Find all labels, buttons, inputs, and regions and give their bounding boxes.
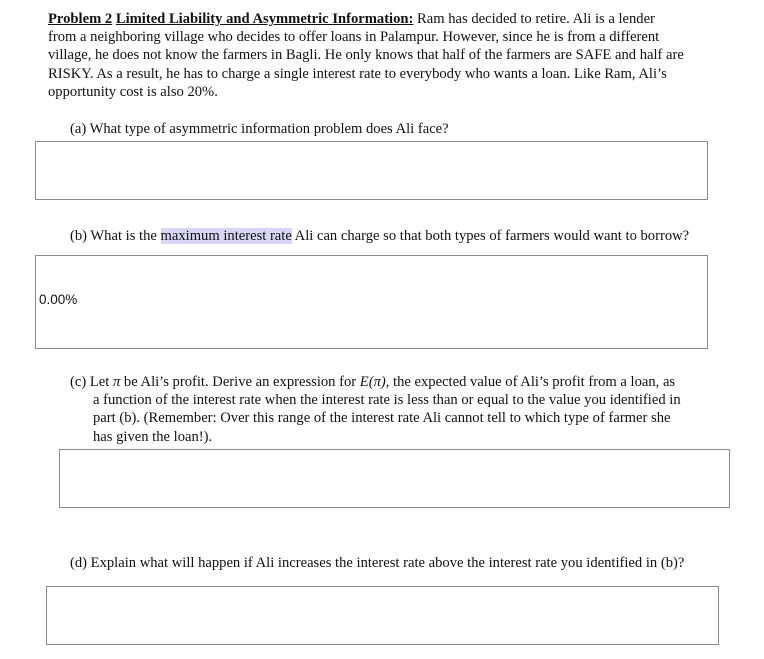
question-c-post: , the expected value of Ali’s profit from a loan, as [385,374,676,390]
intro-line-4: RISKY. As a result, he has to charge a single interest rate to everybody who wants a loan. Like Ram, Ali’s [48,65,667,82]
question-b-suffix: Ali can charge so that both types of farmers would want to borrow? [291,228,690,244]
intro-line-2: from a neighboring village who decides to offer loans in Palampur. However, since he is from a different [48,29,660,46]
intro-line-5: opportunity cost is also 20%. [48,83,218,100]
question-c-line-1 [70,373,681,391]
question-c-line-4: has given the loan!). [93,428,213,445]
question-b-text [70,227,689,245]
answer-box-c[interactable] [59,449,730,508]
question-c-pre: (c) Let [70,374,113,390]
highlighted-text: maximum interest rate [160,228,292,244]
question-b-prefix: (b) What is the [70,228,161,244]
intro-line-1 [48,10,748,28]
intro-line-3: village, he does not know the farmers in Bagli. He only knows that half of the farmers are SAFE and half are [48,47,684,64]
question-c-line-2: a function of the interest rate when the interest rate is less than or equal to the value you identified in [93,392,681,409]
question-c-line-3: part (b). (Remember: Over this range of the interest rate Ali cannot tell to which type of farmer she [93,410,671,427]
expectation-expression: E(π) [359,374,386,390]
answer-box-d[interactable] [46,586,719,645]
answer-box-a[interactable] [35,141,708,200]
question-d [70,554,684,572]
question-b [70,227,689,245]
intro-text-1: Ram has decided to retire. Ali is a lender [413,11,655,27]
answer-box-b[interactable] [35,255,708,349]
question-a-text: (a) What type of asymmetric information problem does Ali face? [70,121,449,137]
question-c-mid: be Ali’s profit. Derive an expression for [120,374,360,390]
question-c [70,373,681,446]
problem-number: Problem 2 [48,11,113,27]
question-d-text: (d) Explain what will happen if Ali increases the interest rate above the interest rate you identified in (b)? [70,555,685,571]
problem-title: Limited Liability and Asymmetric Information: [115,11,414,27]
pi-symbol: π [112,374,121,390]
question-a [70,120,449,138]
answer-b-value: 0.00% [39,292,78,307]
problem-intro [48,10,748,101]
